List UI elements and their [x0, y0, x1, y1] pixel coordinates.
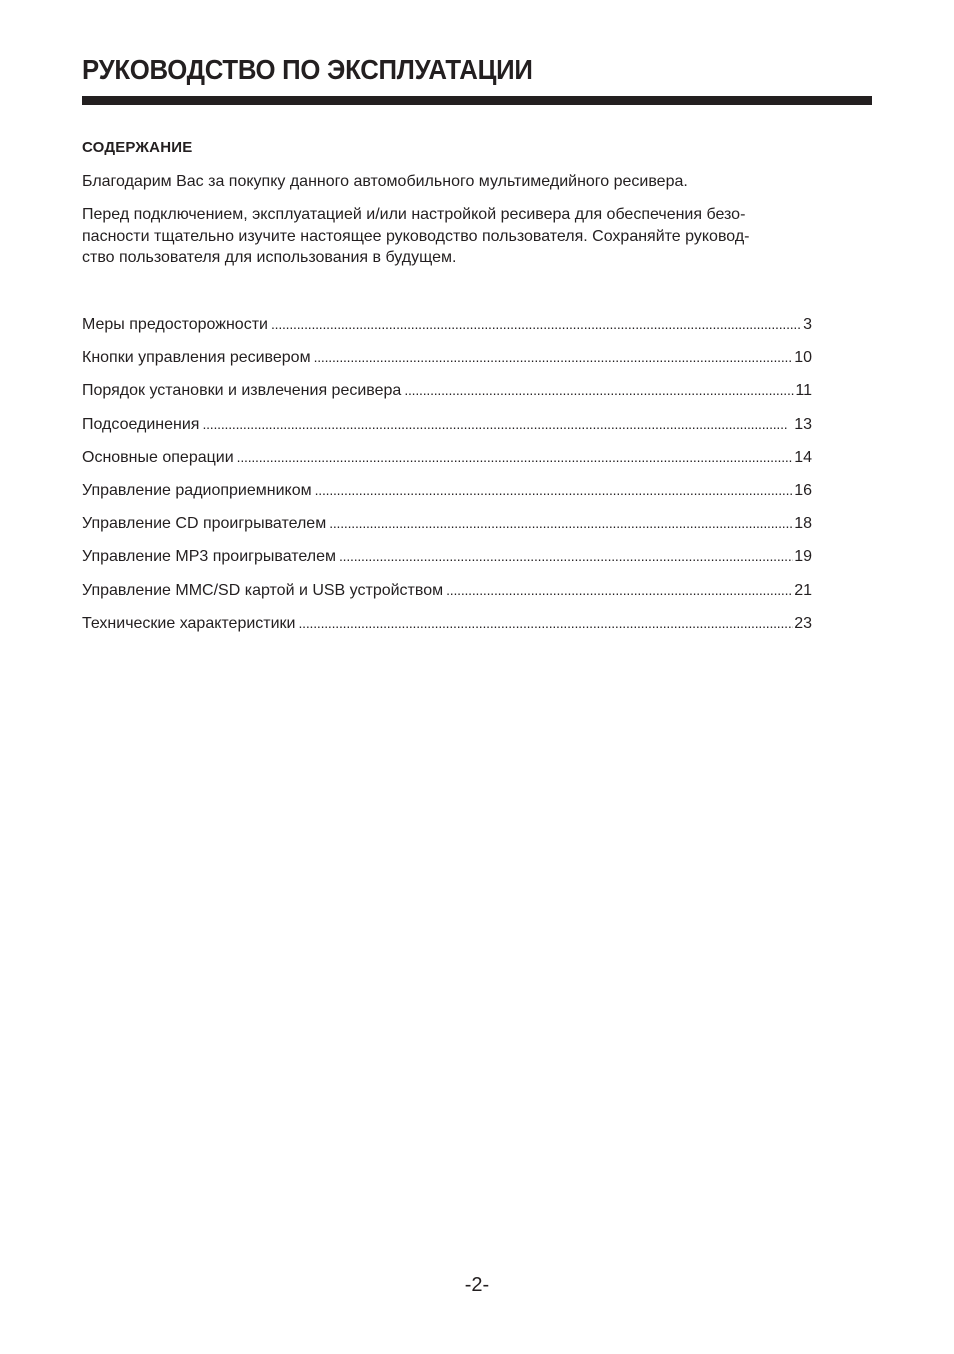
- toc-entry[interactable]: [82, 545, 812, 578]
- toc-entry[interactable]: [82, 579, 812, 612]
- instructions-paragraph: [82, 204, 872, 269]
- toc-entry-label: Технические характеристики: [82, 614, 296, 632]
- toc-leader-dots: [315, 479, 794, 502]
- toc-entry[interactable]: [82, 379, 812, 412]
- toc-entry-page: 19: [794, 548, 812, 566]
- toc-entry[interactable]: [82, 446, 812, 479]
- toc-leader-dots: [329, 512, 793, 535]
- toc-entry[interactable]: [82, 479, 812, 512]
- toc-entry-label: Управление MP3 проигрывателем: [82, 548, 336, 566]
- title-rule: [82, 96, 872, 105]
- toc-entry-page: 18: [794, 515, 812, 533]
- toc-entry-label: Управление радиоприемником: [82, 481, 312, 499]
- toc-leader-dots: [237, 446, 794, 469]
- toc-entry-page: 3: [803, 316, 812, 333]
- toc-entry-page: 16: [794, 481, 812, 499]
- toc-leader-dots: [446, 579, 793, 602]
- toc-entry[interactable]: [82, 346, 812, 379]
- toc-entry-label: Управление CD проигрывателем: [82, 515, 327, 533]
- toc-entry-label: Кнопки управления ресивером: [82, 349, 311, 367]
- toc-leader-dots: [299, 612, 794, 635]
- toc-entry-page: 23: [794, 614, 812, 632]
- toc-entry[interactable]: [82, 512, 812, 545]
- table-of-contents: [82, 313, 812, 645]
- instructions-line: Перед подключением, эксплуатацией и/или настройкой ресивера для обеспечения безо-: [82, 206, 746, 223]
- toc-leader-dots: [271, 313, 802, 336]
- toc-entry-page: 21: [794, 581, 812, 599]
- toc-entry-page: 14: [794, 448, 812, 466]
- toc-entry[interactable]: [82, 612, 812, 645]
- page-number: -2-: [464, 1274, 490, 1296]
- toc-entry[interactable]: [82, 413, 812, 446]
- contents-heading: СОДЕРЖАНИЕ: [82, 139, 193, 156]
- toc-entry-label: Меры предосторожности: [82, 316, 268, 333]
- toc-entry-page: 11: [795, 382, 812, 400]
- toc-leader-dots: [404, 379, 794, 402]
- page-title: РУКОВОДСТВО ПО ЭКСПЛУАТАЦИИ: [82, 54, 533, 85]
- instructions-line: ство пользователя для использования в будущем.: [82, 249, 457, 266]
- toc-leader-dots: [202, 413, 793, 436]
- toc-entry-page: 10: [794, 349, 812, 367]
- toc-entry-label: Основные операции: [82, 448, 234, 466]
- instructions-line: пасности тщательно изучите настоящее руководство пользователя. Сохраняйте руковод-: [82, 227, 750, 245]
- toc-leader-dots: [314, 346, 794, 369]
- toc-entry-label: Подсоединения: [82, 415, 200, 433]
- toc-entry[interactable]: [82, 313, 812, 346]
- toc-entry-label: Порядок установки и извлечения ресивера: [82, 382, 402, 400]
- toc-entry-label: Управление MMC/SD картой и USB устройством: [82, 581, 444, 599]
- intro-paragraph: Благодарим Вас за покупку данного автомобильного мультимедийного ресивера.: [82, 173, 688, 190]
- toc-entry-page: 13: [794, 415, 812, 433]
- toc-leader-dots: [339, 545, 793, 568]
